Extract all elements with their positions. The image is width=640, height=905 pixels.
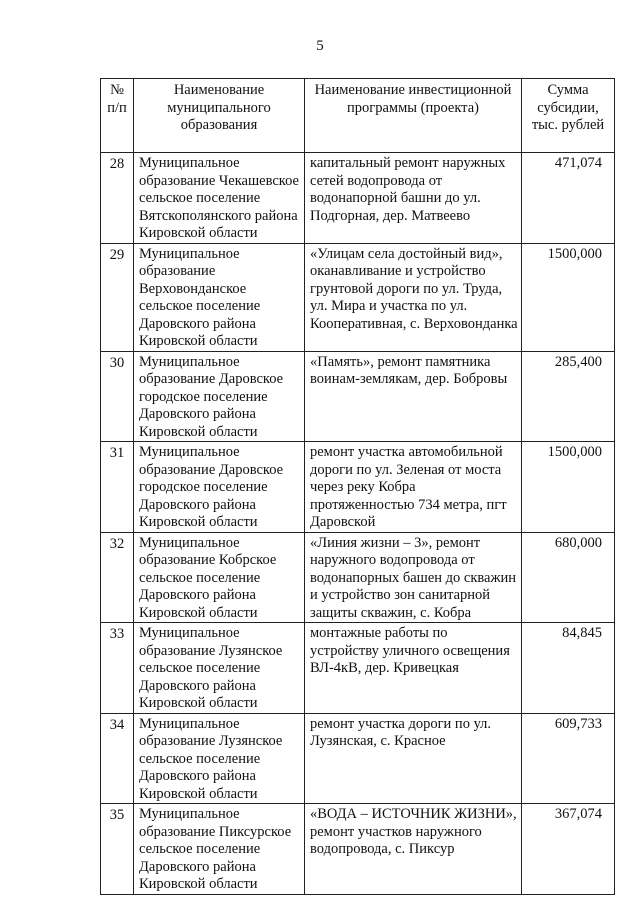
table-row	[101, 243, 615, 351]
row-number: 30	[101, 351, 134, 442]
table-header-row	[101, 79, 615, 153]
sum-cell: 471,074	[522, 153, 615, 244]
program-cell: «ВОДА – ИСТОЧНИК ЖИЗНИ», ремонт участков наружного водопровода, с. Пиксур	[305, 804, 522, 895]
row-number: 33	[101, 623, 134, 714]
program-cell: «Улицам села достойный вид», оканавливание и устройство грунтовой дороги по ул. Труда, ул. Мира и участка по ул. Кооперативная, с. Верховонданка	[305, 243, 522, 351]
sum-cell: 680,000	[522, 532, 615, 623]
municipality-cell: Муниципальное образование Чекашевское сельское поселение Вятскополянского района Кировской области	[134, 153, 305, 244]
sum-cell: 609,733	[522, 713, 615, 804]
row-number: 28	[101, 153, 134, 244]
table-row	[101, 153, 615, 244]
row-number: 29	[101, 243, 134, 351]
municipality-cell: Муниципальное образование Пиксурское сельское поселение Даровского района Кировской области	[134, 804, 305, 895]
sum-cell: 84,845	[522, 623, 615, 714]
table-row	[101, 713, 615, 804]
table-row	[101, 623, 615, 714]
table-row	[101, 442, 615, 533]
municipality-cell: Муниципальное образование Даровское городское поселение Даровского района Кировской области	[134, 442, 305, 533]
subsidy-table	[100, 78, 615, 895]
program-cell: капитальный ремонт наружных сетей водопровода от водонапорной башни до ул. Подгорная, дер. Матвеево	[305, 153, 522, 244]
row-number: 34	[101, 713, 134, 804]
program-cell: «Память», ремонт памятника воинам-землякам, дер. Бобровы	[305, 351, 522, 442]
header-program: Наименование инвестиционной программы (проекта)	[305, 79, 522, 153]
header-municipality: Наименование муниципального образования	[134, 79, 305, 153]
sum-cell: 285,400	[522, 351, 615, 442]
program-cell: «Линия жизни – 3», ремонт наружного водопровода от водонапорных башен до скважин и устройство зон санитарной защиты скважин, с. Кобра	[305, 532, 522, 623]
program-cell: ремонт участка дороги по ул. Лузянская, с. Красное	[305, 713, 522, 804]
sum-cell: 1500,000	[522, 442, 615, 533]
municipality-cell: Муниципальное образование Кобрское сельское поселение Даровского района Кировской области	[134, 532, 305, 623]
subsidy-table-container	[100, 78, 615, 895]
municipality-cell: Муниципальное образование Лузянское сельское поселение Даровского района Кировской области	[134, 713, 305, 804]
municipality-cell: Муниципальное образование Даровское городское поселение Даровского района Кировской области	[134, 351, 305, 442]
row-number: 32	[101, 532, 134, 623]
municipality-cell: Муниципальное образование Верховонданское сельское поселение Даровского района Кировской области	[134, 243, 305, 351]
header-num: № п/п	[101, 79, 134, 153]
sum-cell: 367,074	[522, 804, 615, 895]
table-row	[101, 804, 615, 895]
table-row	[101, 532, 615, 623]
sum-cell: 1500,000	[522, 243, 615, 351]
row-number: 35	[101, 804, 134, 895]
program-cell: монтажные работы по устройству уличного освещения ВЛ-4кВ, дер. Кривецкая	[305, 623, 522, 714]
row-number: 31	[101, 442, 134, 533]
header-sum: Сумма субсидии, тыс. рублей	[522, 79, 615, 153]
table-row	[101, 351, 615, 442]
municipality-cell: Муниципальное образование Лузянское сельское поселение Даровского района Кировской области	[134, 623, 305, 714]
page-number: 5	[316, 38, 324, 54]
program-cell: ремонт участка автомобильной дороги по ул. Зеленая от моста через реку Кобра протяженностью 734 метра, пгт Даровской	[305, 442, 522, 533]
